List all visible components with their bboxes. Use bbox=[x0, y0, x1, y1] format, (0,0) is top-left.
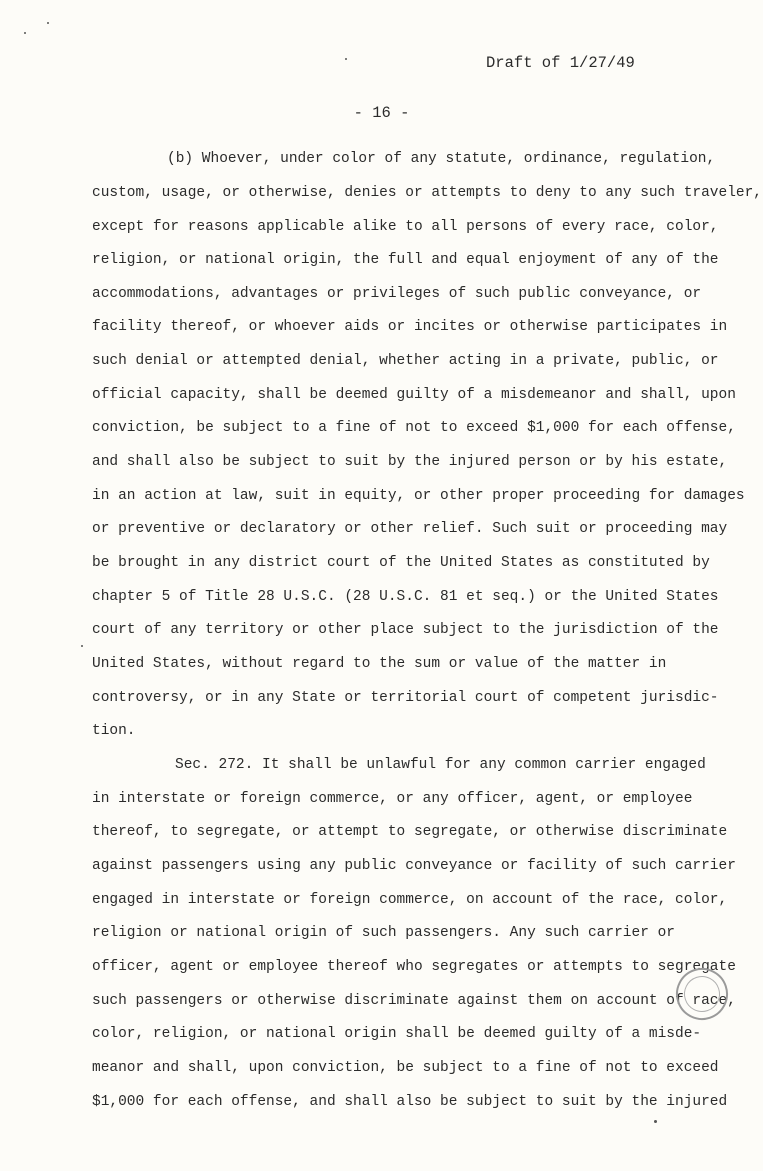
text-line: except for reasons applicable alike to all persons of every race, color, bbox=[92, 219, 719, 235]
text-line: engaged in interstate or foreign commerce, on account of the race, color, bbox=[92, 892, 728, 908]
page-speck bbox=[24, 32, 26, 34]
text-line: and shall also be subject to suit by the injured person or by his estate, bbox=[92, 454, 728, 470]
text-line: court of any territory or other place subject to the jurisdiction of the bbox=[92, 622, 719, 638]
text-line: such denial or attempted denial, whether acting in a private, public, or bbox=[92, 353, 719, 369]
text-line: United States, without regard to the sum or value of the matter in bbox=[92, 656, 667, 672]
page-speck bbox=[654, 1120, 657, 1123]
text-line: meanor and shall, upon conviction, be subject to a fine of not to exceed bbox=[92, 1060, 719, 1076]
text-line: against passengers using any public conveyance or facility of such carrier bbox=[92, 858, 736, 874]
page-speck bbox=[81, 645, 83, 647]
page-speck bbox=[47, 22, 49, 24]
text-line: in an action at law, suit in equity, or other proper proceeding for damages bbox=[92, 488, 745, 504]
text-line: religion, or national origin, the full and equal enjoyment of any of the bbox=[92, 252, 719, 268]
text-line: or preventive or declaratory or other relief. Such suit or proceeding may bbox=[92, 521, 728, 537]
text-line: Sec. 272. It shall be unlawful for any common carrier engaged bbox=[175, 757, 706, 773]
text-line: $1,000 for each offense, and shall also be subject to suit by the injured bbox=[92, 1094, 728, 1110]
text-line: facility thereof, or whoever aids or incites or otherwise participates in bbox=[92, 319, 728, 335]
text-line: custom, usage, or otherwise, denies or attempts to deny to any such traveler, bbox=[92, 185, 763, 201]
text-line: chapter 5 of Title 28 U.S.C. (28 U.S.C. 81 et seq.) or the United States bbox=[92, 589, 719, 605]
draft-date: Draft of 1/27/49 bbox=[486, 54, 635, 72]
page-number: - 16 - bbox=[353, 104, 410, 122]
text-line: be brought in any district court of the United States as constituted by bbox=[92, 555, 710, 571]
text-line: such passengers or otherwise discriminate against them on account of race, bbox=[92, 993, 736, 1009]
text-line: conviction, be subject to a fine of not to exceed $1,000 for each offense, bbox=[92, 420, 736, 436]
page-speck bbox=[345, 58, 347, 60]
text-line: official capacity, shall be deemed guilty of a misdemeanor and shall, upon bbox=[92, 387, 736, 403]
text-line: (b) Whoever, under color of any statute, ordinance, regulation, bbox=[167, 151, 716, 167]
text-line: religion or national origin of such passengers. Any such carrier or bbox=[92, 925, 675, 941]
text-line: accommodations, advantages or privileges of such public conveyance, or bbox=[92, 286, 702, 302]
text-line: officer, agent or employee thereof who segregates or attempts to segregate bbox=[92, 959, 736, 975]
text-line: color, religion, or national origin shall be deemed guilty of a misde- bbox=[92, 1026, 702, 1042]
text-line: thereof, to segregate, or attempt to segregate, or otherwise discriminate bbox=[92, 824, 728, 840]
text-line: in interstate or foreign commerce, or any officer, agent, or employee bbox=[92, 791, 693, 807]
text-line: controversy, or in any State or territorial court of competent jurisdic- bbox=[92, 690, 719, 706]
text-line: tion. bbox=[92, 723, 136, 739]
